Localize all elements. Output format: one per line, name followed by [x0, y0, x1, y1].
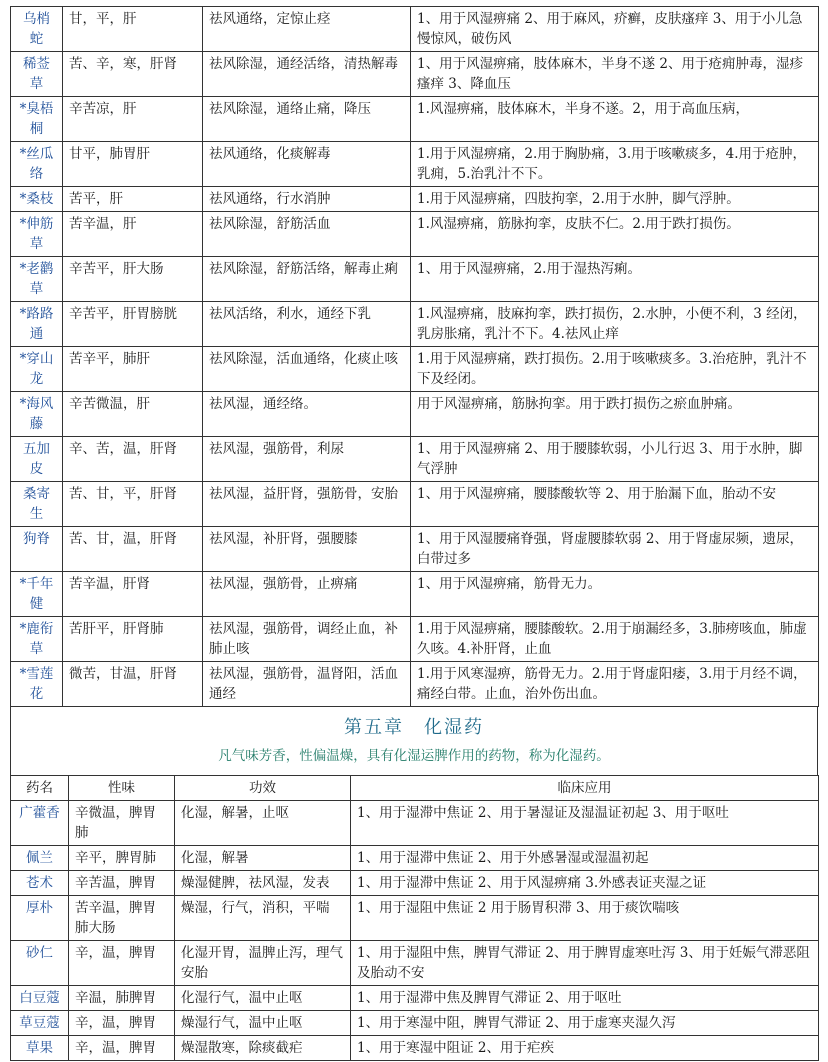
table-row [11, 257, 819, 302]
clinical-use-cell: 1、用于风湿痹痛，肢体麻木，半身不遂 2、用于疮痈肿毒，湿疹瘙痒 3、降血压 [411, 52, 819, 97]
effect-cell: 祛风通络，化痰解毒 [203, 142, 411, 187]
chapter-title: 第五章 化湿药 [344, 717, 484, 738]
taste-cell: 甘平，肺胃肝 [63, 142, 203, 187]
herb-name-cell: *丝瓜络 [11, 142, 63, 187]
clinical-use-cell: 1、用于风湿痹痛，筋骨无力。 [411, 572, 819, 617]
table-row [11, 7, 819, 52]
table-row [11, 302, 819, 347]
table-row [11, 392, 819, 437]
herb-name-cell: *路路通 [11, 302, 63, 347]
table-row [11, 97, 819, 142]
effect-cell: 祛风湿，补肝肾，强腰膝 [203, 527, 411, 572]
taste-cell: 苦、甘，温，肝肾 [63, 527, 203, 572]
herb-name-cell: 白豆蔻 [11, 986, 69, 1011]
effect-cell: 化湿行气，温中止呕 [175, 986, 351, 1011]
effect-cell: 祛风除湿，通络止痛，降压 [203, 97, 411, 142]
clinical-use-cell: 1.用于风湿痹痛，2.用于胸胁痛，3.用于咳嗽痰多，4.用于疮肿，乳痈，5.治乳汁不下。 [411, 142, 819, 187]
taste-cell: 辛、苦，温，肝肾 [63, 437, 203, 482]
clinical-use-cell: 1.用于风寒湿痹，筋骨无力。2.用于肾虚阳痿，3.用于月经不调，痛经白带。止血，治外伤出血。 [411, 662, 819, 707]
table-row [11, 52, 819, 97]
clinical-use-cell: 1.用于风湿痹痛，四肢拘挛，2.用于水肿，脚气浮肿。 [411, 187, 819, 212]
table-row [11, 801, 819, 846]
herb-name-cell: 厚朴 [11, 896, 69, 941]
table-row [11, 1036, 819, 1061]
taste-cell: 苦平，肝 [63, 187, 203, 212]
taste-cell: 辛，温，脾胃 [69, 941, 175, 986]
herb-name-cell: *千年健 [11, 572, 63, 617]
clinical-use-cell: 1.风湿痹痛，筋脉拘挛，皮肤不仁。2.用于跌打损伤。 [411, 212, 819, 257]
herb-name-cell: 草豆蔻 [11, 1011, 69, 1036]
herb-name-cell: *臭梧桐 [11, 97, 63, 142]
herb-name-cell: 广藿香 [11, 801, 69, 846]
herb-name-cell: 桑寄生 [11, 482, 63, 527]
table-row [11, 572, 819, 617]
document-page [10, 0, 818, 1061]
taste-cell: 辛苦凉，肝 [63, 97, 203, 142]
clinical-use-cell: 1、用于风湿腰痛脊强，肾虚腰膝软弱 2、用于肾虚尿频，遗尿，白带过多 [411, 527, 819, 572]
table-row [11, 617, 819, 662]
taste-cell: 苦、辛，寒，肝肾 [63, 52, 203, 97]
clinical-use-cell: 1、用于湿滞中焦证 2、用于风湿痹痛 3.外感表证夹湿之证 [351, 871, 819, 896]
table-row [11, 941, 819, 986]
herb-name-cell: 五加皮 [11, 437, 63, 482]
clinical-use-cell: 1、用于风湿痹痛，2.用于湿热泻痢。 [411, 257, 819, 302]
herb-name-cell: 乌梢蛇 [11, 7, 63, 52]
clinical-use-cell: 用于风湿痹痛，筋脉拘挛。用于跌打损伤之瘀血肿痛。 [411, 392, 819, 437]
chapter-header [10, 707, 818, 775]
herb-name-cell: 草果 [11, 1036, 69, 1061]
table-row [11, 896, 819, 941]
herb-table-wind-damp [10, 6, 819, 707]
effect-cell: 祛风湿，通经络。 [203, 392, 411, 437]
table-row [11, 1011, 819, 1036]
taste-cell: 甘，平，肝 [63, 7, 203, 52]
clinical-use-cell: 1.风湿痹痛，肢体麻木，半身不遂。2，用于高血压病， [411, 97, 819, 142]
effect-cell: 祛风除湿，活血通络，化痰止咳 [203, 347, 411, 392]
taste-cell: 苦辛温，脾胃肺大肠 [69, 896, 175, 941]
effect-cell: 祛风湿，强筋骨，利尿 [203, 437, 411, 482]
effect-cell: 祛风通络，行水消肿 [203, 187, 411, 212]
effect-cell: 祛风除湿，舒筋活络，解毒止痢 [203, 257, 411, 302]
taste-cell: 辛温，肺脾胃 [69, 986, 175, 1011]
table-row [11, 347, 819, 392]
chapter-description: 凡气味芳香，性偏温燥，具有化湿运脾作用的药物，称为化湿药。 [218, 748, 610, 764]
header-name: 药名 [11, 776, 69, 801]
herb-name-cell: *老鹳草 [11, 257, 63, 302]
clinical-use-cell: 1、用于湿阻中焦，脾胃气滞证 2、用于脾胃虚寒吐泻 3、用于妊娠气滞恶阻及胎动不安 [351, 941, 819, 986]
taste-cell: 苦肝平，肝肾肺 [63, 617, 203, 662]
taste-cell: 辛苦平，肝胃膀胱 [63, 302, 203, 347]
clinical-use-cell: 1.用于风湿痹痛，跌打损伤。2.用于咳嗽痰多。3.治疮肿，乳汁不下及经闭。 [411, 347, 819, 392]
effect-cell: 祛风湿，强筋骨，调经止血，补肺止咳 [203, 617, 411, 662]
header-taste: 性味 [69, 776, 175, 801]
taste-cell: 辛平，脾胃肺 [69, 846, 175, 871]
taste-cell: 辛苦平，肝大肠 [63, 257, 203, 302]
taste-cell: 辛，温，脾胃 [69, 1011, 175, 1036]
effect-cell: 燥湿，行气，消积，平喘 [175, 896, 351, 941]
taste-cell: 微苦，甘温，肝肾 [63, 662, 203, 707]
effect-cell: 祛风活络，利水，通经下乳 [203, 302, 411, 347]
herb-table-body [11, 7, 819, 707]
clinical-use-cell: 1、用于湿阻中焦证 2 用于肠胃积滞 3、用于痰饮喘咳 [351, 896, 819, 941]
table-row [11, 986, 819, 1011]
herb-name-cell: *桑枝 [11, 187, 63, 212]
clinical-use-cell: 1、用于湿滞中焦及脾胃气滞证 2、用于呕吐 [351, 986, 819, 1011]
table-row [11, 212, 819, 257]
clinical-use-cell: 1.风湿痹痛，肢麻拘挛，跌打损伤，2.水肿，小便不利，3 经闭，乳房胀痛，乳汁不下。4.祛风止痒 [411, 302, 819, 347]
table-row [11, 871, 819, 896]
taste-cell: 苦辛平，肺肝 [63, 347, 203, 392]
herb-name-cell: 狗脊 [11, 527, 63, 572]
effect-cell: 化湿开胃，温脾止泻，理气安胎 [175, 941, 351, 986]
taste-cell: 苦辛温，肝 [63, 212, 203, 257]
clinical-use-cell: 1、用于湿滞中焦证 2、用于暑湿证及湿温证初起 3、用于呕吐 [351, 801, 819, 846]
herb-name-cell: *鹿衔草 [11, 617, 63, 662]
taste-cell: 辛，温，脾胃 [69, 1036, 175, 1061]
header-use: 临床应用 [351, 776, 819, 801]
effect-cell: 祛风除湿，通经活络，清热解毒 [203, 52, 411, 97]
taste-cell: 辛苦温，脾胃 [69, 871, 175, 896]
herb-name-cell: *穿山龙 [11, 347, 63, 392]
table-row [11, 527, 819, 572]
table-row [11, 846, 819, 871]
clinical-use-cell: 1、用于风湿痹痛，腰膝酸软等 2、用于胎漏下血，胎动不安 [411, 482, 819, 527]
header-effect: 功效 [175, 776, 351, 801]
effect-cell: 祛风湿，强筋骨，止痹痛 [203, 572, 411, 617]
effect-cell: 祛风湿，强筋骨，温肾阳，活血通经 [203, 662, 411, 707]
herb-name-cell: *伸筋草 [11, 212, 63, 257]
herb-table-damp-resolving [10, 775, 819, 1061]
taste-cell: 辛苦微温，肝 [63, 392, 203, 437]
effect-cell: 燥湿散寒，除痰截疟 [175, 1036, 351, 1061]
taste-cell: 苦辛温，肝肾 [63, 572, 203, 617]
effect-cell: 化湿，解暑，止呕 [175, 801, 351, 846]
effect-cell: 祛风湿，益肝肾，强筋骨，安胎 [203, 482, 411, 527]
table-row [11, 437, 819, 482]
effect-cell: 祛风除湿，舒筋活血 [203, 212, 411, 257]
table-row [11, 187, 819, 212]
taste-cell: 辛微温，脾胃肺 [69, 801, 175, 846]
clinical-use-cell: 1、用于寒湿中阻，脾胃气滞证 2、用于虚寒夹湿久泻 [351, 1011, 819, 1036]
herb-name-cell: 佩兰 [11, 846, 69, 871]
table-row [11, 662, 819, 707]
table-row [11, 482, 819, 527]
taste-cell: 苦、甘，平，肝肾 [63, 482, 203, 527]
clinical-use-cell: 1.用于风湿痹痛，腰膝酸软。2.用于崩漏经多，3.肺痨咳血，肺虚久咳。4.补肝肾，止血 [411, 617, 819, 662]
herb-name-cell: *雪莲花 [11, 662, 63, 707]
clinical-use-cell: 1、用于风湿痹痛 2、用于腰膝软弱，小儿行迟 3、用于水肿，脚气浮肿 [411, 437, 819, 482]
clinical-use-cell: 1、用于风湿痹痛 2、用于麻风，疥癣，皮肤瘙痒 3、用于小儿急慢惊风，破伤风 [411, 7, 819, 52]
table-row [11, 142, 819, 187]
herb-name-cell: *海风藤 [11, 392, 63, 437]
effect-cell: 化湿，解暑 [175, 846, 351, 871]
clinical-use-cell: 1、用于湿滞中焦证 2、用于外感暑湿或湿温初起 [351, 846, 819, 871]
herb-name-cell: 稀莶草 [11, 52, 63, 97]
table-header-row [11, 776, 819, 801]
herb-table-body [11, 801, 819, 1061]
herb-name-cell: 砂仁 [11, 941, 69, 986]
herb-name-cell: 苍术 [11, 871, 69, 896]
effect-cell: 燥湿行气，温中止呕 [175, 1011, 351, 1036]
effect-cell: 祛风通络，定惊止痉 [203, 7, 411, 52]
effect-cell: 燥湿健脾，祛风湿，发表 [175, 871, 351, 896]
clinical-use-cell: 1、用于寒湿中阻证 2、用于疟疾 [351, 1036, 819, 1061]
